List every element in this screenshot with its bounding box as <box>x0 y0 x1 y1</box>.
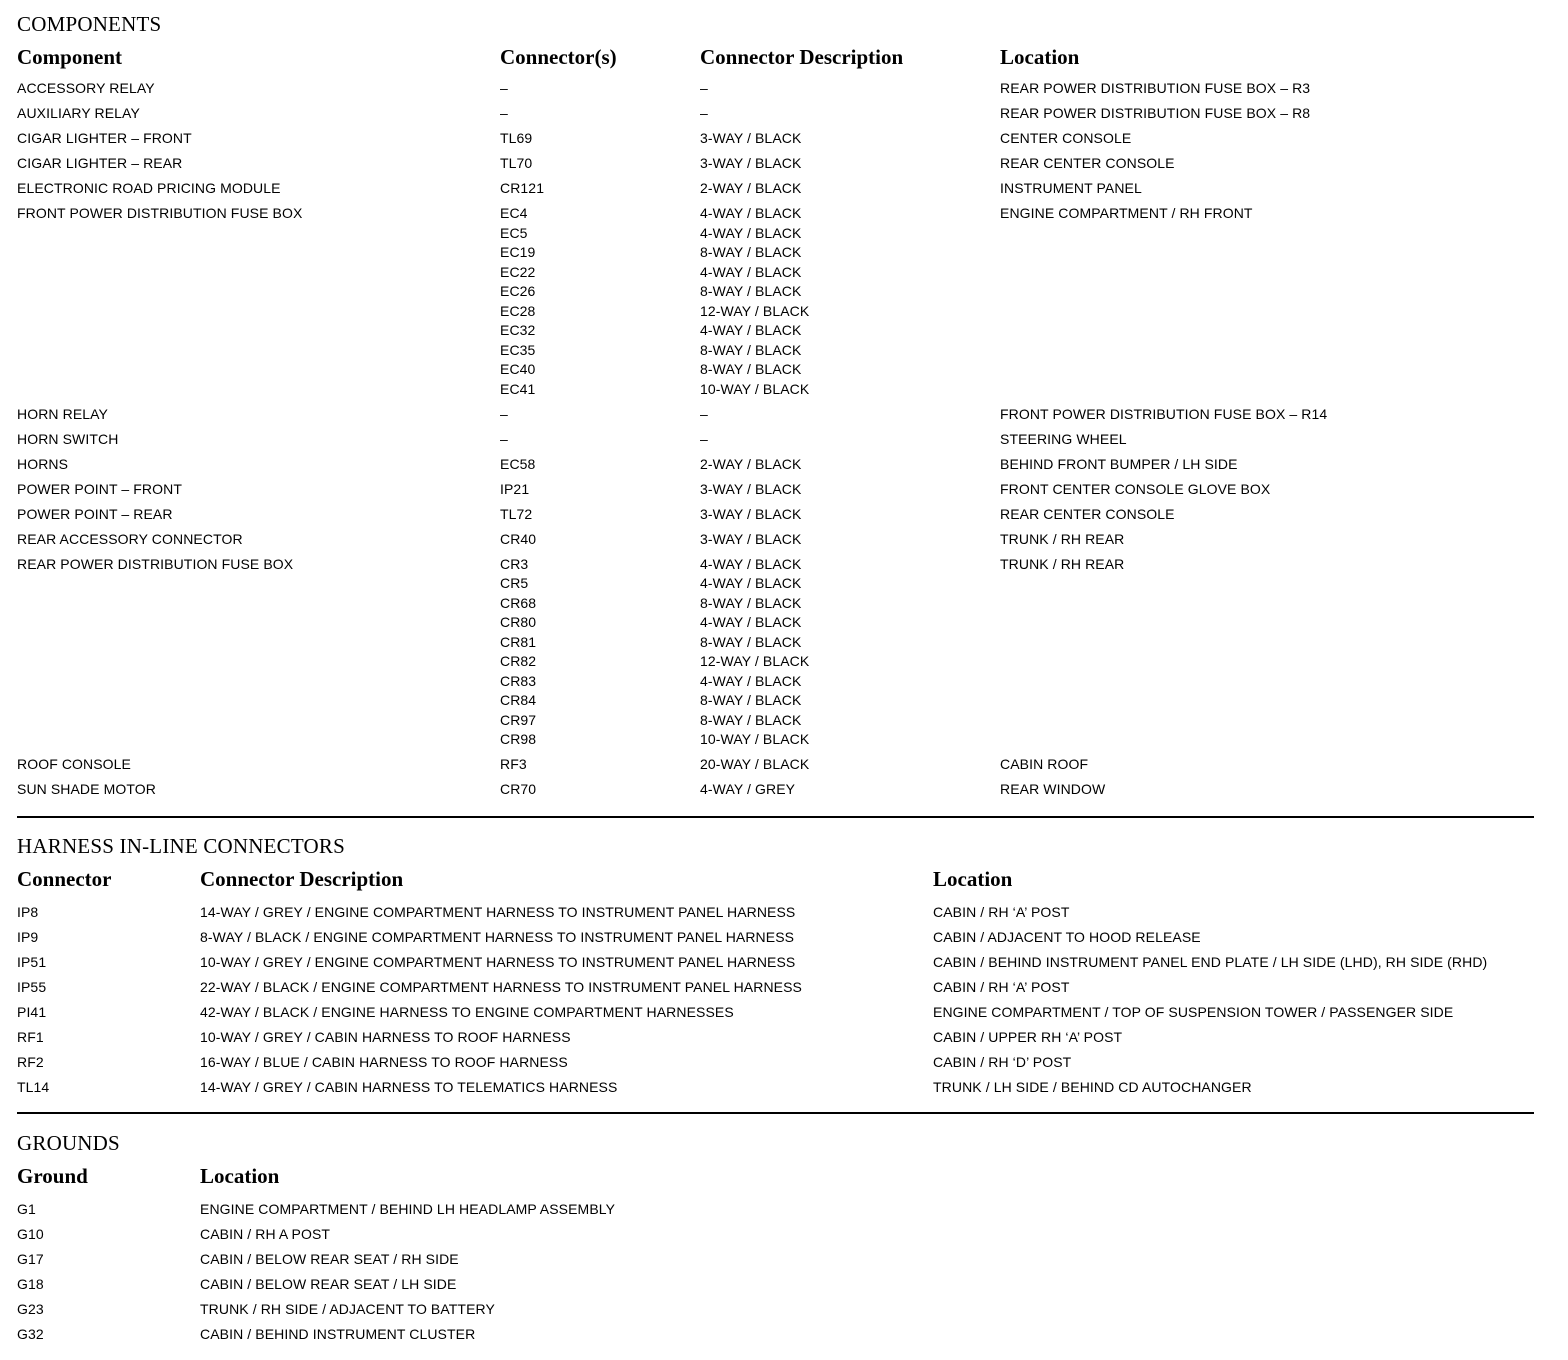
component-connectors <box>500 430 508 450</box>
component-connectors-line: EC41 <box>500 380 536 397</box>
component-connector-description <box>700 405 708 425</box>
harness-row <box>0 903 1568 928</box>
harness-connector: IP8 <box>17 904 39 920</box>
component-location: REAR POWER DISTRIBUTION FUSE BOX – R8 <box>1000 105 1311 121</box>
component-connector-description <box>700 780 795 800</box>
harness-description: 22-WAY / BLACK / ENGINE COMPARTMENT HARNESS TO INSTRUMENT PANEL HARNESS <box>200 979 802 995</box>
component-connector-description <box>700 154 801 174</box>
harness-title: HARNESS IN-LINE CONNECTORS <box>17 834 345 858</box>
component-location: ENGINE COMPARTMENT / RH FRONT <box>1000 205 1253 221</box>
component-connector-description <box>700 430 708 450</box>
component-connectors <box>500 755 527 775</box>
component-name: HORN SWITCH <box>17 430 119 447</box>
component-row <box>0 755 1568 780</box>
component-connectors <box>500 179 544 199</box>
component-connector-description <box>700 555 809 750</box>
component-connectors-line: CR68 <box>500 594 537 611</box>
component-name: SUN SHADE MOTOR <box>17 781 156 797</box>
component-connector-description-line: 8-WAY / BLACK <box>700 692 802 708</box>
component-name: CIGAR LIGHTER – REAR <box>17 155 183 171</box>
component-name: ELECTRONIC ROAD PRICING MODULE <box>17 180 281 196</box>
harness-description: 16-WAY / BLUE / CABIN HARNESS TO ROOF HARNESS <box>200 1054 568 1070</box>
harness-header-location: Location <box>933 867 1013 891</box>
component-name: ROOF CONSOLE <box>17 756 131 772</box>
harness-connector: IP9 <box>17 929 39 945</box>
component-connector-description-line: 10-WAY / BLACK <box>700 380 810 397</box>
component-connector-description-line: 8-WAY / BLACK <box>700 283 802 299</box>
component-connectors-line: CR5 <box>500 575 529 591</box>
ground-id: G23 <box>17 1301 44 1317</box>
component-connector-description <box>700 530 801 550</box>
component-row <box>0 179 1568 204</box>
harness-location: ENGINE COMPARTMENT / TOP OF SUSPENSION TOWER / PASSENGER SIDE <box>933 1004 1454 1020</box>
component-connectors-line: CR98 <box>500 731 537 747</box>
component-connectors <box>500 104 508 124</box>
component-location: REAR POWER DISTRIBUTION FUSE BOX – R3 <box>1000 80 1311 96</box>
component-connector-description-line: 10-WAY / BLACK <box>700 731 810 747</box>
component-connector-description-line: 2-WAY / BLACK <box>700 180 802 196</box>
component-connector-description <box>700 179 801 199</box>
components-header-location: Location <box>1000 45 1080 69</box>
component-name: AUXILIARY RELAY <box>17 105 140 121</box>
component-location: INSTRUMENT PANEL <box>1000 180 1142 196</box>
harness-row <box>0 953 1568 978</box>
harness-header-connector: Connector <box>17 867 112 891</box>
component-connector-description-line: 3-WAY / BLACK <box>700 505 802 522</box>
component-connector-description <box>700 204 809 399</box>
component-name: CIGAR LIGHTER – FRONT <box>17 130 192 146</box>
component-connector-description <box>700 455 801 475</box>
component-connector-description <box>700 129 801 149</box>
component-connectors-line: EC32 <box>500 322 536 338</box>
component-connector-description-line: 8-WAY / BLACK <box>700 244 802 260</box>
component-connectors <box>500 555 536 750</box>
harness-header-description: Connector Description <box>200 867 404 891</box>
component-connectors-line: CR70 <box>500 781 537 797</box>
component-row <box>0 129 1568 154</box>
component-row <box>0 480 1568 505</box>
component-connectors <box>500 79 508 99</box>
components-header-description: Connector Description <box>700 45 904 69</box>
component-connectors-line: CR82 <box>500 653 537 669</box>
component-connectors <box>500 455 535 475</box>
component-connector-description-line: 4-WAY / BLACK <box>700 614 802 630</box>
component-connector-description-line: 4-WAY / BLACK <box>700 263 802 280</box>
component-connectors <box>500 780 536 800</box>
components-header-component: Component <box>17 45 123 69</box>
component-connectors-line: EC40 <box>500 361 536 377</box>
harness-description: 10-WAY / GREY / CABIN HARNESS TO ROOF HARNESS <box>200 1029 571 1045</box>
component-row <box>0 154 1568 179</box>
ground-location: ENGINE COMPARTMENT / BEHIND LH HEADLAMP ASSEMBLY <box>200 1201 616 1217</box>
component-name: POWER POINT – FRONT <box>17 480 182 497</box>
component-connector-description <box>700 480 801 500</box>
harness-location: CABIN / ADJACENT TO HOOD RELEASE <box>933 929 1201 945</box>
component-name: HORN RELAY <box>17 405 108 422</box>
component-location: TRUNK / RH REAR <box>1000 530 1125 547</box>
component-name: POWER POINT – REAR <box>17 505 173 522</box>
component-connector-description <box>700 505 801 525</box>
ground-location: CABIN / RH A POST <box>200 1226 331 1242</box>
ground-row <box>0 1250 1568 1275</box>
harness-row <box>0 978 1568 1003</box>
component-row <box>0 455 1568 480</box>
component-connectors <box>500 129 532 149</box>
harness-connector: TL14 <box>17 1079 50 1095</box>
component-row <box>0 79 1568 104</box>
components-header-connectors: Connector(s) <box>500 45 617 69</box>
component-connectors <box>500 480 529 500</box>
component-connectors-line: TL72 <box>500 505 533 522</box>
component-connectors-line: IP21 <box>500 480 530 497</box>
ground-location: CABIN / BEHIND INSTRUMENT CLUSTER <box>200 1326 476 1342</box>
component-connectors-line: – <box>500 430 508 447</box>
component-connectors-line: CR84 <box>500 692 537 708</box>
component-connector-description-line: 4-WAY / BLACK <box>700 205 802 221</box>
component-connectors-line: CR40 <box>500 530 537 547</box>
component-connectors-line: CR97 <box>500 711 537 728</box>
section-divider <box>17 1112 1534 1114</box>
component-connectors-line: CR121 <box>500 180 545 196</box>
component-connectors-line: TL70 <box>500 155 533 171</box>
component-connector-description-line: 4-WAY / BLACK <box>700 322 802 338</box>
ground-id: G17 <box>17 1251 44 1267</box>
harness-row <box>0 1028 1568 1053</box>
component-connector-description-line: 3-WAY / BLACK <box>700 480 802 497</box>
component-row <box>0 530 1568 555</box>
component-connector-description-line: 8-WAY / BLACK <box>700 361 802 377</box>
component-connectors <box>500 154 532 174</box>
component-connector-description-line: 12-WAY / BLACK <box>700 653 810 669</box>
component-location: BEHIND FRONT BUMPER / LH SIDE <box>1000 455 1238 472</box>
component-connectors <box>500 405 508 425</box>
harness-location: CABIN / RH ‘A’ POST <box>933 979 1070 995</box>
component-location: CABIN ROOF <box>1000 756 1089 772</box>
harness-description: 8-WAY / BLACK / ENGINE COMPARTMENT HARNESS TO INSTRUMENT PANEL HARNESS <box>200 929 795 945</box>
component-connector-description <box>700 755 809 775</box>
component-connector-description <box>700 79 708 99</box>
component-connector-description-line: 8-WAY / BLACK <box>700 341 802 358</box>
component-location: STEERING WHEEL <box>1000 430 1127 447</box>
component-row <box>0 780 1568 805</box>
component-location: REAR CENTER CONSOLE <box>1000 155 1175 171</box>
component-location: CENTER CONSOLE <box>1000 130 1132 146</box>
component-connectors-line: EC22 <box>500 263 536 280</box>
component-connector-description-line: 4-WAY / BLACK <box>700 555 802 572</box>
component-connectors-line: CR80 <box>500 614 537 630</box>
harness-row <box>0 1078 1568 1103</box>
component-connectors-line: EC26 <box>500 283 536 299</box>
ground-row <box>0 1200 1568 1225</box>
component-connector-description-line: 4-WAY / BLACK <box>700 224 802 241</box>
components-title: COMPONENTS <box>17 12 162 36</box>
component-name: ACCESSORY RELAY <box>17 80 155 96</box>
component-connectors <box>500 505 532 525</box>
component-name: FRONT POWER DISTRIBUTION FUSE BOX <box>17 205 303 221</box>
component-connector-description-line: 4-WAY / BLACK <box>700 672 802 689</box>
harness-connector: IP55 <box>17 979 47 995</box>
ground-row <box>0 1275 1568 1300</box>
component-connectors-line: CR3 <box>500 555 529 572</box>
component-connectors <box>500 530 536 550</box>
component-row <box>0 430 1568 455</box>
component-connectors-line: RF3 <box>500 756 527 772</box>
component-row <box>0 104 1568 129</box>
component-connectors-line: – <box>500 80 508 96</box>
harness-description: 10-WAY / GREY / ENGINE COMPARTMENT HARNESS TO INSTRUMENT PANEL HARNESS <box>200 954 796 970</box>
component-connector-description-line: 4-WAY / BLACK <box>700 575 802 591</box>
component-location: FRONT POWER DISTRIBUTION FUSE BOX – R14 <box>1000 405 1328 422</box>
harness-row <box>0 928 1568 953</box>
harness-connector: RF1 <box>17 1029 44 1045</box>
harness-row <box>0 1003 1568 1028</box>
harness-description: 14-WAY / GREY / CABIN HARNESS TO TELEMATICS HARNESS <box>200 1079 618 1095</box>
ground-id: G18 <box>17 1276 44 1292</box>
harness-connector: IP51 <box>17 954 47 970</box>
component-connectors-line: EC58 <box>500 455 536 472</box>
component-connector-description-line: 8-WAY / BLACK <box>700 633 802 650</box>
grounds-header-ground: Ground <box>17 1164 88 1188</box>
ground-location: CABIN / BELOW REAR SEAT / RH SIDE <box>200 1251 459 1267</box>
component-connectors-line: – <box>500 105 508 121</box>
component-connector-description-line: 8-WAY / BLACK <box>700 594 802 611</box>
component-connector-description-line: 3-WAY / BLACK <box>700 155 802 171</box>
harness-description: 42-WAY / BLACK / ENGINE HARNESS TO ENGINE COMPARTMENT HARNESSES <box>200 1004 734 1020</box>
component-connectors-line: – <box>500 405 508 422</box>
component-connectors-line: TL69 <box>500 130 533 146</box>
ground-row <box>0 1325 1568 1350</box>
component-connector-description-line: 20-WAY / BLACK <box>700 756 810 772</box>
component-connector-description-line: 4-WAY / GREY <box>700 781 796 797</box>
component-name: HORNS <box>17 455 69 472</box>
harness-connector: PI41 <box>17 1004 47 1020</box>
component-connectors-line: EC4 <box>500 205 528 221</box>
component-location: REAR CENTER CONSOLE <box>1000 505 1175 522</box>
ground-location: CABIN / BELOW REAR SEAT / LH SIDE <box>200 1276 457 1292</box>
component-connector-description-line: – <box>700 80 708 96</box>
component-connector-description <box>700 104 708 124</box>
component-connectors <box>500 204 535 399</box>
ground-row <box>0 1300 1568 1325</box>
component-row <box>0 405 1568 430</box>
harness-location: CABIN / BEHIND INSTRUMENT PANEL END PLATE / LH SIDE (LHD), RH SIDE (RHD) <box>933 954 1488 970</box>
component-connectors-line: EC35 <box>500 341 536 358</box>
component-connector-description-line: 12-WAY / BLACK <box>700 302 810 319</box>
harness-location: CABIN / RH ‘D’ POST <box>933 1054 1072 1070</box>
component-name: REAR ACCESSORY CONNECTOR <box>17 530 243 547</box>
component-connectors-line: EC28 <box>500 302 536 319</box>
component-connector-description-line: 3-WAY / BLACK <box>700 530 802 547</box>
harness-location: TRUNK / LH SIDE / BEHIND CD AUTOCHANGER <box>933 1079 1252 1095</box>
component-connector-description-line: – <box>700 405 708 422</box>
ground-location: TRUNK / RH SIDE / ADJACENT TO BATTERY <box>200 1301 495 1317</box>
ground-row <box>0 1225 1568 1250</box>
harness-description: 14-WAY / GREY / ENGINE COMPARTMENT HARNESS TO INSTRUMENT PANEL HARNESS <box>200 904 796 920</box>
harness-connector: RF2 <box>17 1054 44 1070</box>
harness-row <box>0 1053 1568 1078</box>
component-location: TRUNK / RH REAR <box>1000 555 1125 572</box>
component-location: REAR WINDOW <box>1000 781 1106 797</box>
component-location: FRONT CENTER CONSOLE GLOVE BOX <box>1000 480 1271 497</box>
grounds-header-location: Location <box>200 1164 280 1188</box>
component-connectors-line: EC19 <box>500 244 536 260</box>
component-connector-description-line: – <box>700 105 708 121</box>
grounds-title: GROUNDS <box>17 1131 120 1155</box>
harness-location: CABIN / RH ‘A’ POST <box>933 904 1070 920</box>
harness-location: CABIN / UPPER RH ‘A’ POST <box>933 1029 1123 1045</box>
component-connector-description-line: 2-WAY / BLACK <box>700 455 802 472</box>
component-connectors-line: CR81 <box>500 633 537 650</box>
ground-id: G10 <box>17 1226 44 1242</box>
component-connectors-line: EC5 <box>500 224 528 241</box>
component-connector-description-line: – <box>700 430 708 447</box>
component-row <box>0 505 1568 530</box>
section-divider <box>17 816 1534 818</box>
ground-id: G32 <box>17 1326 44 1342</box>
component-connectors-line: CR83 <box>500 672 537 689</box>
component-name: REAR POWER DISTRIBUTION FUSE BOX <box>17 555 294 572</box>
ground-id: G1 <box>17 1201 36 1217</box>
component-connector-description-line: 8-WAY / BLACK <box>700 711 802 728</box>
component-connector-description-line: 3-WAY / BLACK <box>700 130 802 146</box>
